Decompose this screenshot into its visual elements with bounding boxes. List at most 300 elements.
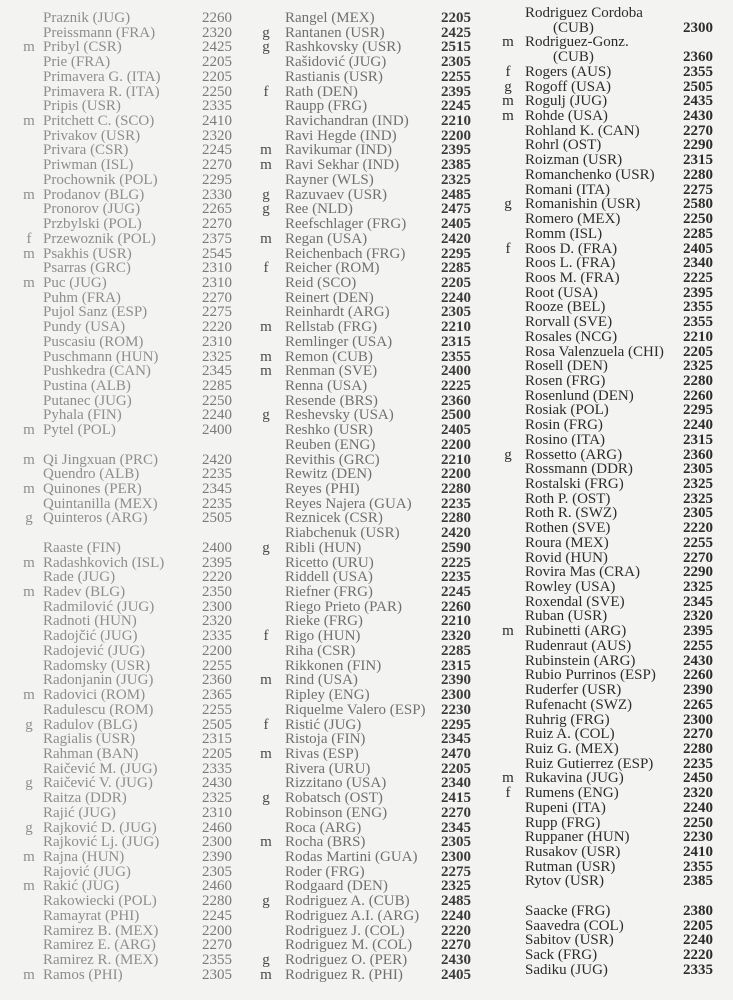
player-name: Riego Prieto (PAR) xyxy=(285,598,402,615)
player-name: Psarras (GRC) xyxy=(43,260,131,277)
player-row xyxy=(485,963,733,978)
player-title: m xyxy=(23,274,35,291)
player-rating: 2205 xyxy=(202,68,232,85)
player-rating: 2205 xyxy=(441,274,471,291)
player-rating: 2200 xyxy=(441,436,471,453)
player-name: Radulov (BLG) xyxy=(43,716,138,733)
player-row xyxy=(0,762,245,777)
player-name: Rubinetti (ARG) xyxy=(525,623,627,640)
player-name: Ramirez R. (MEX) xyxy=(43,952,159,968)
player-row xyxy=(0,629,245,644)
player-name: Preissmann (FRA) xyxy=(43,24,156,41)
player-rating: 2325 xyxy=(441,878,471,895)
player-rating: 2270 xyxy=(683,549,713,566)
player-rating: 2300 xyxy=(441,848,471,865)
player-name: Riddell (USA) xyxy=(285,569,373,586)
player-rating: 2230 xyxy=(441,701,471,718)
player-title: g xyxy=(504,78,512,95)
player-row xyxy=(485,345,733,360)
player-name: Rosales (NCG) xyxy=(525,328,618,345)
player-rating: 2350 xyxy=(202,584,232,601)
player-row xyxy=(485,256,733,271)
player-row xyxy=(0,673,245,688)
player-row xyxy=(0,718,245,733)
player-row xyxy=(245,188,485,203)
player-rating: 2275 xyxy=(202,304,232,321)
player-name: Reuben (ENG) xyxy=(285,436,376,453)
player-rating: 2295 xyxy=(441,245,471,262)
player-rating: 2375 xyxy=(202,230,232,247)
player-row xyxy=(485,389,733,404)
player-row xyxy=(245,335,485,350)
player-rating: 2300 xyxy=(202,834,232,851)
column-right xyxy=(485,6,733,977)
player-name: Ruhrig (FRG) xyxy=(525,711,610,728)
player-name: Remlinger (USA) xyxy=(285,333,393,350)
player-title: m xyxy=(23,422,35,439)
player-rating: 2325 xyxy=(202,790,232,807)
player-row xyxy=(0,747,245,762)
player-name: Romanchenko (USR) xyxy=(525,166,655,183)
player-rating: 2300 xyxy=(683,19,713,36)
player-row xyxy=(485,124,733,139)
player-rating: 2395 xyxy=(441,142,471,159)
player-rating: 2235 xyxy=(441,495,471,512)
player-rating: 2500 xyxy=(441,407,471,424)
player-row xyxy=(0,408,245,423)
player-title: g xyxy=(262,893,270,910)
player-rating: 2320 xyxy=(202,613,232,630)
player-row xyxy=(485,904,733,919)
player-name: Quintanilla (MEX) xyxy=(43,495,158,512)
player-rating: 2325 xyxy=(202,348,232,365)
player-name: Reefschlager (FRG) xyxy=(285,216,407,233)
player-name: Pujol Sanz (ESP) xyxy=(43,304,148,321)
player-name: Ragialis (USR) xyxy=(43,731,136,748)
player-row xyxy=(0,423,245,438)
player-row xyxy=(245,644,485,659)
player-row xyxy=(0,217,245,232)
player-row xyxy=(0,732,245,747)
player-row xyxy=(485,153,733,168)
player-name: Robatsch (OST) xyxy=(285,790,383,807)
player-name: Rorvall (SVE) xyxy=(525,314,613,331)
player-title: m xyxy=(23,186,35,203)
player-row xyxy=(485,683,733,698)
player-row xyxy=(0,261,245,276)
player-name: Rukavina (JUG) xyxy=(525,770,624,787)
player-title: g xyxy=(262,39,270,56)
player-row xyxy=(0,968,245,983)
player-name: Radomsky (USR) xyxy=(43,657,151,674)
player-row xyxy=(0,247,245,262)
player-row xyxy=(485,609,733,624)
player-name: Ruban (USR) xyxy=(525,608,608,625)
player-name: Rossmann (DDR) xyxy=(525,461,633,478)
player-name: Prodanov (BLG) xyxy=(43,186,145,203)
player-rating: 2580 xyxy=(683,196,713,213)
player-rating: 2320 xyxy=(683,785,713,802)
player-rating: 2250 xyxy=(683,814,713,831)
player-title: f xyxy=(505,63,511,80)
player-rating: 2410 xyxy=(202,113,232,130)
player-row xyxy=(485,374,733,389)
player-name: Renman (SVE) xyxy=(285,363,378,380)
player-row xyxy=(245,143,485,158)
player-title: m xyxy=(23,848,35,865)
column-middle xyxy=(245,11,485,982)
player-row xyxy=(245,423,485,438)
player-name: Riefner (FRG) xyxy=(285,584,373,601)
player-rating: 2360 xyxy=(683,49,713,66)
player-row xyxy=(0,26,245,41)
player-rating: 2435 xyxy=(683,93,713,110)
player-row xyxy=(0,305,245,320)
player-rating: 2325 xyxy=(683,490,713,507)
player-name: Rosin (FRG) xyxy=(525,417,603,434)
player-rating: 2245 xyxy=(202,142,232,159)
player-rating: 2260 xyxy=(683,667,713,684)
player-row xyxy=(245,291,485,306)
player-name: Rikkonen (FIN) xyxy=(285,657,382,674)
player-row xyxy=(0,173,245,188)
player-row xyxy=(485,668,733,683)
player-name: Ruderfer (USR) xyxy=(525,682,622,699)
player-rating: 2320 xyxy=(202,127,232,144)
player-name: Reznicek (CSR) xyxy=(285,510,383,527)
player-row xyxy=(485,757,733,772)
player-rating: 2200 xyxy=(202,642,232,659)
player-name: Rufenacht (SWZ) xyxy=(525,696,633,713)
player-row xyxy=(0,556,245,571)
player-name: Romero (MEX) xyxy=(525,211,621,228)
player-rating: 2210 xyxy=(441,613,471,630)
player-rating: 2210 xyxy=(683,328,713,345)
player-title: m xyxy=(23,554,35,571)
player-name: Romani (ITA) xyxy=(525,181,611,198)
player-rating: 2270 xyxy=(202,157,232,174)
player-rating: 2335 xyxy=(202,760,232,777)
player-rating: 2265 xyxy=(683,696,713,713)
player-title: f xyxy=(263,716,269,733)
player-row xyxy=(0,453,245,468)
player-rating: 2240 xyxy=(441,289,471,306)
player-title: g xyxy=(262,186,270,203)
player-name: Przewoznik (POL) xyxy=(43,230,156,247)
player-name: Primavera G. (ITA) xyxy=(43,68,161,85)
player-row xyxy=(0,835,245,850)
player-name: Raaste (FIN) xyxy=(43,539,121,556)
player-name: Reshko (USR) xyxy=(285,422,373,439)
player-rating: 2270 xyxy=(202,289,232,306)
player-name: Rajić (JUG) xyxy=(43,804,116,821)
player-name: Rowley (USA) xyxy=(525,579,616,596)
player-name: Pritchett C. (SCO) xyxy=(43,113,155,130)
player-name: Resende (BRS) xyxy=(285,392,378,409)
player-rating: 2405 xyxy=(683,240,713,257)
player-name: Puscasiu (ROM) xyxy=(43,333,144,350)
player-name: Ree (NLD) xyxy=(285,201,353,218)
player-name: Privakov (USR) xyxy=(43,127,141,144)
player-row xyxy=(245,320,485,335)
player-rating: 2315 xyxy=(683,431,713,448)
player-name: Pundy (USA) xyxy=(43,319,126,336)
player-rating: 2225 xyxy=(441,377,471,394)
player-name: Rantanen (USR) xyxy=(285,24,385,41)
player-name: Roder (FRG) xyxy=(285,863,365,880)
player-name: Pripis (USR) xyxy=(43,98,121,115)
player-rating: 2250 xyxy=(202,83,232,100)
player-title: m xyxy=(23,39,35,56)
player-rating: 2240 xyxy=(683,799,713,816)
player-rating: 2235 xyxy=(683,755,713,772)
player-row xyxy=(485,403,733,418)
player-rating: 2345 xyxy=(441,819,471,836)
player-row xyxy=(485,801,733,816)
player-rating: 2305 xyxy=(202,966,232,983)
player-name: Rizzitano (USA) xyxy=(285,775,387,792)
player-row xyxy=(245,364,485,379)
player-row xyxy=(0,791,245,806)
player-row xyxy=(485,300,733,315)
player-name: Reicher (ROM) xyxy=(285,260,380,277)
player-rating: 2200 xyxy=(202,922,232,939)
player-row xyxy=(245,806,485,821)
player-rating: 2470 xyxy=(441,745,471,762)
player-name: Putanec (JUG) xyxy=(43,392,132,409)
player-rating: 2310 xyxy=(202,260,232,277)
player-row xyxy=(485,418,733,433)
player-rating: 2260 xyxy=(441,598,471,615)
player-name: Remon (CUB) xyxy=(285,348,373,365)
player-row xyxy=(0,497,245,512)
player-row xyxy=(0,688,245,703)
player-rating: 2295 xyxy=(441,716,471,733)
player-row xyxy=(245,158,485,173)
player-name: Raičević V. (JUG) xyxy=(43,775,153,792)
player-rating: 2255 xyxy=(441,68,471,85)
player-row xyxy=(485,183,733,198)
player-rating: 2205 xyxy=(202,54,232,71)
player-rating: 2395 xyxy=(202,554,232,571)
player-name: Przbylski (POL) xyxy=(43,216,142,233)
player-name: Puc (JUG) xyxy=(43,274,107,291)
player-title: m xyxy=(23,113,35,130)
player-rating: 2255 xyxy=(202,701,232,718)
player-rating: 2385 xyxy=(441,157,471,174)
player-row xyxy=(485,197,733,212)
player-title: m xyxy=(502,623,514,640)
player-name: Rayner (WLS) xyxy=(285,171,374,188)
player-rating: 2485 xyxy=(441,186,471,203)
player-rating: 2450 xyxy=(683,770,713,787)
player-row xyxy=(485,227,733,242)
player-rating: 2270 xyxy=(683,726,713,743)
player-row xyxy=(245,511,485,526)
player-rating: 2315 xyxy=(683,152,713,169)
player-name: Reyes Najera (GUA) xyxy=(285,495,412,512)
player-row xyxy=(245,482,485,497)
player-rating: 2285 xyxy=(202,377,232,394)
player-rating: 2405 xyxy=(441,966,471,983)
player-row xyxy=(0,143,245,158)
player-rating: 2280 xyxy=(683,740,713,757)
player-row xyxy=(0,158,245,173)
player-rating: 2220 xyxy=(683,520,713,537)
player-title: m xyxy=(23,584,35,601)
player-row xyxy=(0,924,245,939)
player-row xyxy=(485,433,733,448)
player-rating: 2220 xyxy=(202,319,232,336)
player-name: Rajna (HUN) xyxy=(43,848,125,865)
player-rating: 2380 xyxy=(683,902,713,919)
player-row xyxy=(245,614,485,629)
player-row xyxy=(245,600,485,615)
player-name: Rastianis (USR) xyxy=(285,68,383,85)
player-name: Raupp (FRG) xyxy=(285,98,368,115)
player-name: Rubio Purrinos (ESP) xyxy=(525,667,656,684)
player-rating: 2345 xyxy=(683,593,713,610)
player-title: m xyxy=(502,108,514,125)
player-name: Saacke (FRG) xyxy=(525,902,611,919)
player-name: Rajković D. (JUG) xyxy=(43,819,157,836)
player-row xyxy=(245,938,485,953)
player-rating: 2305 xyxy=(202,863,232,880)
player-row xyxy=(0,70,245,85)
player-name: Rostalski (FRG) xyxy=(525,476,624,492)
player-row xyxy=(245,718,485,733)
player-name: Riabchenuk (USR) xyxy=(285,525,400,542)
player-row xyxy=(485,536,733,551)
player-name: Rogers (AUS) xyxy=(525,63,612,80)
player-row xyxy=(0,879,245,894)
player-name: Riquelme Valero (ESP) xyxy=(285,701,426,718)
player-row xyxy=(485,168,733,183)
player-row xyxy=(0,894,245,909)
player-name: Radonjanin (JUG) xyxy=(43,672,154,689)
player-title: m xyxy=(23,245,35,262)
player-name: Razuvaev (USR) xyxy=(285,186,388,203)
player-title: g xyxy=(262,539,270,556)
player-row xyxy=(0,821,245,836)
player-title: m xyxy=(23,687,35,704)
player-row xyxy=(485,698,733,713)
player-row xyxy=(0,350,245,365)
player-name: Rivas (ESP) xyxy=(285,745,359,762)
player-rating: 2295 xyxy=(683,402,713,419)
player-row xyxy=(0,364,245,379)
player-title: m xyxy=(260,142,272,159)
player-row xyxy=(485,492,733,507)
player-name: Radojević (JUG) xyxy=(43,642,146,659)
player-name: Rajović (JUG) xyxy=(43,863,131,880)
player-title: f xyxy=(505,240,511,257)
player-rating: 2355 xyxy=(202,952,232,968)
player-rating: 2285 xyxy=(441,642,471,659)
player-title: m xyxy=(260,157,272,174)
player-name: Rashkovsky (USR) xyxy=(285,39,402,56)
player-row xyxy=(485,595,733,610)
player-name: Ramirez E. (ARG) xyxy=(43,937,156,954)
player-rating: 2270 xyxy=(441,804,471,821)
player-row xyxy=(245,114,485,129)
player-name: Rodriguez J. (COL) xyxy=(285,922,405,939)
player-name: Roura (MEX) xyxy=(525,534,609,551)
player-title: g xyxy=(262,952,270,968)
player-rating: 2310 xyxy=(202,333,232,350)
player-row xyxy=(0,938,245,953)
player-row xyxy=(485,565,733,580)
player-row xyxy=(485,624,733,639)
player-rating: 2345 xyxy=(441,731,471,748)
player-rating: 2280 xyxy=(683,166,713,183)
player-row xyxy=(245,70,485,85)
player-rating: 2205 xyxy=(441,10,471,26)
player-row xyxy=(485,845,733,860)
player-name: Roxendal (SVE) xyxy=(525,593,625,610)
player-row xyxy=(485,874,733,889)
player-rating: 2430 xyxy=(441,952,471,968)
player-row xyxy=(485,242,733,257)
player-rating: 2280 xyxy=(683,372,713,389)
player-row xyxy=(245,26,485,41)
player-title: f xyxy=(26,230,32,247)
player-rating: 2325 xyxy=(441,171,471,188)
player-row xyxy=(245,659,485,674)
player-name: Ruiz A. (COL) xyxy=(525,726,615,743)
player-row xyxy=(485,477,733,492)
player-title: f xyxy=(263,83,269,100)
player-name: Romanishin (USR) xyxy=(525,196,641,213)
player-row xyxy=(245,526,485,541)
player-name: Radulescu (ROM) xyxy=(43,701,154,718)
player-name: Rohde (USA) xyxy=(525,108,608,125)
player-name: Rosino (ITA) xyxy=(525,431,606,448)
player-row xyxy=(245,924,485,939)
player-name: Reid (SCO) xyxy=(285,274,357,291)
player-rating: 2210 xyxy=(441,451,471,468)
player-rating: 2345 xyxy=(202,481,232,497)
player-rating: 2270 xyxy=(202,216,232,233)
player-row xyxy=(485,138,733,153)
player-row xyxy=(0,865,245,880)
player-name: Rodgaard (DEN) xyxy=(285,878,388,895)
player-row xyxy=(485,359,733,374)
player-row xyxy=(245,821,485,836)
player-row xyxy=(245,850,485,865)
player-row xyxy=(245,394,485,409)
player-rating: 2300 xyxy=(683,711,713,728)
player-name: Radashkovich (ISL) xyxy=(43,554,165,571)
player-name: Ruppaner (HUN) xyxy=(525,829,630,846)
player-rating: 2220 xyxy=(202,569,232,586)
player-name: Roca (ARG) xyxy=(285,819,362,836)
player-row xyxy=(245,408,485,423)
player-row xyxy=(485,727,733,742)
player-row xyxy=(245,379,485,394)
player-name: Rohrl (OST) xyxy=(525,137,602,154)
player-title: f xyxy=(263,628,269,645)
player-row xyxy=(245,55,485,70)
player-rating: 2200 xyxy=(441,466,471,483)
player-rating: 2305 xyxy=(441,834,471,851)
player-rating: 2275 xyxy=(683,181,713,198)
player-name: Rodriguez M. (COL) xyxy=(285,937,413,954)
player-name: Rovira Mas (CRA) xyxy=(525,564,640,581)
player-name: Reichenbach (FRG) xyxy=(285,245,406,262)
player-rating: 2505 xyxy=(683,78,713,95)
player-row xyxy=(0,644,245,659)
